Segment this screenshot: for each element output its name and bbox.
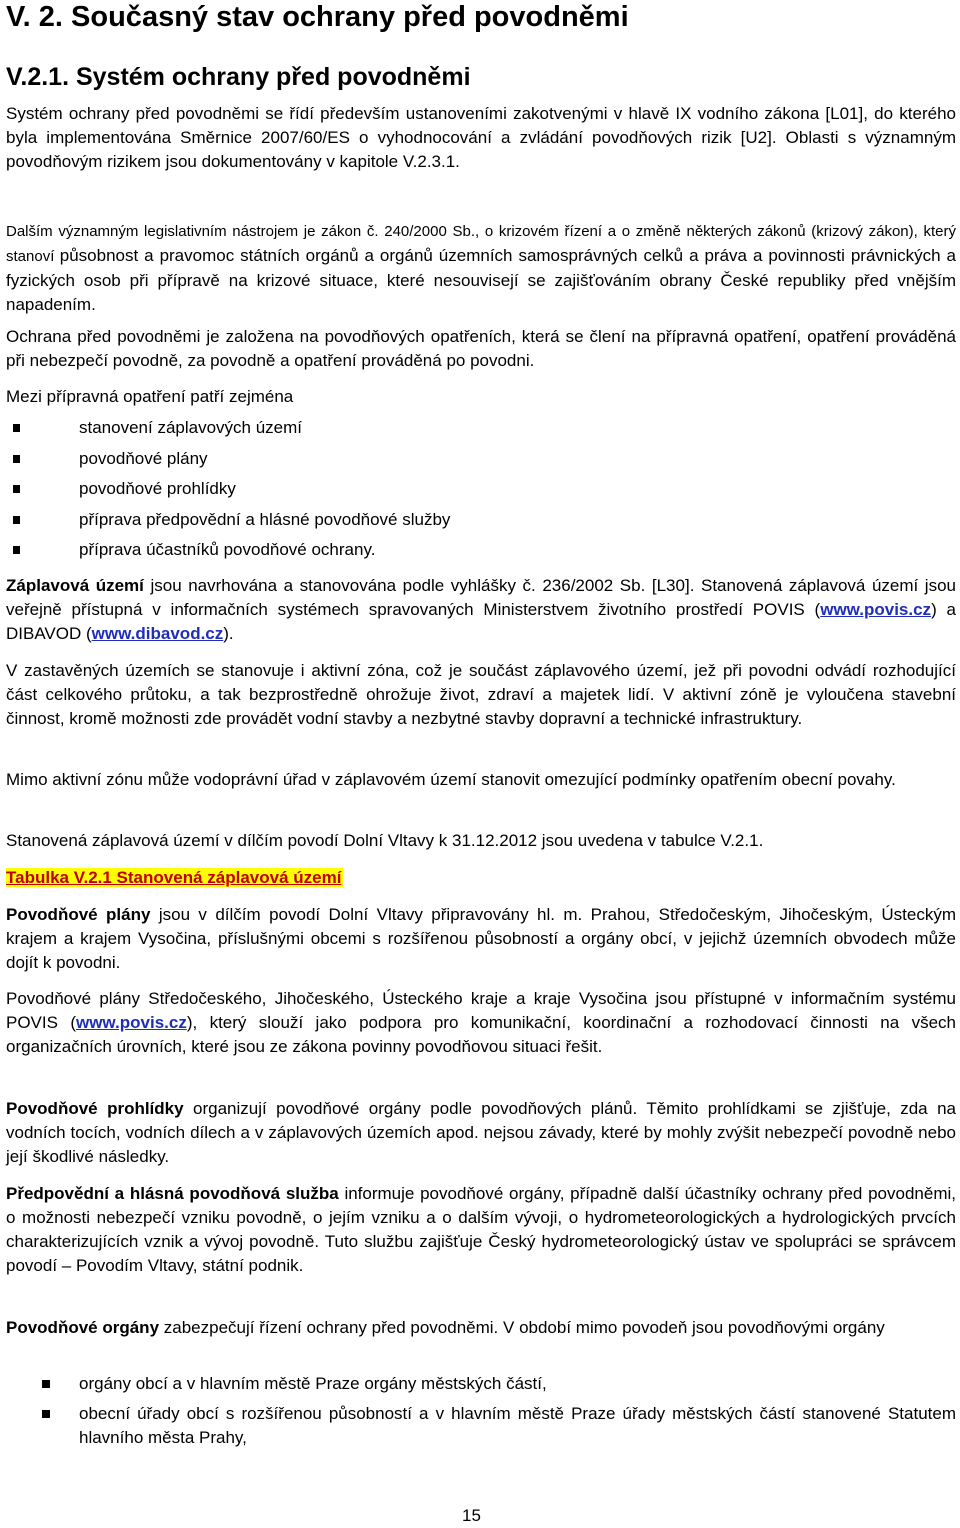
paragraph-plans-access: Povodňové plány Středočeského, Jihočeského, Ústeckého kraje a kraje Vysočina jsou přístupné v informačním systému POVIS (www.povis.cz), který slouží jako podpora pro komunikační, koordinační a rozhodovací činnosti na všech organizačních úrovních, které jsou ze zákona povinny povodňovou situaci řešit. bbox=[6, 989, 956, 1056]
flood-authorities-list bbox=[6, 1372, 956, 1450]
preparatory-measures-list bbox=[6, 416, 956, 569]
paragraph-forecast-service: Předpovědní a hlásná povodňová služba informuje povodňové orgány, případně další účastníky ochrany před povodněmi, o možnosti nebezpečí vzniku povodně, o jejím vzniku a o dalším vývoji, o hydrometeorologických a hydrologických prvcích charakterizujících vznik a vývoj povodně. Tuto službu zajišťuje Český hydrometeorologický ústav ve spolupráci se správcem povodí – Povodím Vltavy, státní podnik. bbox=[6, 1184, 956, 1275]
paragraph-inspections: Povodňové prohlídky organizují povodňové orgány podle povodňových plánů. Těmito prohlídkami se zjišťuje, zda na vodních tocích, vodních dílech a v záplavových územích apod. nejsou závady, které by mohly zvýšit nebezpečí povodně nebo její škodlivé následky. bbox=[6, 1099, 956, 1166]
term-flood-authorities: Povodňové orgány bbox=[6, 1318, 160, 1337]
dibavod-link[interactable]: www.dibavod.cz bbox=[91, 624, 224, 643]
square-bullet-icon bbox=[13, 516, 20, 524]
povis-link[interactable]: www.povis.cz bbox=[820, 600, 932, 619]
bullet-icon bbox=[42, 1380, 50, 1388]
povis-link[interactable]: www.povis.cz bbox=[75, 1013, 187, 1032]
table-reference bbox=[6, 866, 956, 890]
term-inspections: Povodňové prohlídky bbox=[6, 1099, 184, 1118]
bullet-icon bbox=[42, 1410, 50, 1418]
term-flood-areas: Záplavová území bbox=[6, 576, 144, 595]
paragraph-measures: Ochrana před povodněmi je založena na povodňových opatřeních, která se člení na přípravná opatření, opatření prováděná při nebezpečí povodně, za povodně a opatření prováděná po povodni. bbox=[6, 327, 956, 370]
square-bullet-icon bbox=[13, 455, 20, 463]
list-item: povodňové prohlídky bbox=[6, 477, 956, 508]
list-item: povodňové plány bbox=[6, 447, 956, 477]
term-forecast-service: Předpovědní a hlásná povodňová služba bbox=[6, 1184, 339, 1203]
square-bullet-icon bbox=[13, 485, 20, 493]
section-heading: V.2.1. Systém ochrany před povodněmi bbox=[6, 63, 471, 91]
list-item: orgány obcí a v hlavním městě Praze orgány městských částí, bbox=[6, 1372, 956, 1396]
crisis-law-text: působnost a pravomoc státních orgánů a orgánů územních samosprávných celků a práva a povinnosti právnických a fyzických osob při přípravě na krizové situace, které nesouvisejí se zajišťováním obrany České republiky před vnějším napadením. bbox=[6, 246, 957, 314]
paragraph-outside-zone: Mimo aktivní zónu může vodoprávní úřad v záplavovém území stanovit omezující podmínky opatřením obecní povahy. bbox=[6, 770, 896, 789]
square-bullet-icon bbox=[13, 424, 20, 432]
paragraph-table-intro: Stanovená záplavová území v dílčím povodí Dolní Vltavy k 31.12.2012 jsou uvedena v tabulce V.2.1. bbox=[6, 831, 764, 850]
table-reference-label: Tabulka V.2.1 Stanovená záplavová území bbox=[6, 868, 342, 887]
paragraph-crisis-law bbox=[6, 219, 956, 317]
paragraph-active-zone: V zastavěných územích se stanovuje i aktivní zóna, což je součást záplavového území, jež při povodni odvádí rozhodující část celkového průtoku, a tak bezprostředně ohrožuje život, zdraví a majetek lidí. V aktivní zóně je vyloučena stavební činnost, kromě možnosti zde provádět vodní stavby a nezbytné stavby dopravní a technické infrastruktury. bbox=[6, 661, 956, 728]
list-item: příprava účastníků povodňové ochrany. bbox=[6, 538, 956, 569]
page-number: 15 bbox=[462, 1506, 481, 1525]
paragraph-flood-plans: Povodňové plány jsou v dílčím povodí Dolní Vltavy připravovány hl. m. Prahou, Středočeským, Jihočeským, Ústeckým krajem a krajem Vysočina, příslušnými obcemi s rozšířenou působností a orgány obcí, v jejichž územních obvodech může dojít k povodni. bbox=[6, 905, 956, 972]
list-item: stanovení záplavových území bbox=[6, 416, 956, 447]
list-item: obecní úřady obcí s rozšířenou působností a v hlavním městě Praze úřady městských částí stanovené Statutem hlavního města Prahy, bbox=[6, 1402, 956, 1450]
paragraph-preparatory-intro: Mezi přípravná opatření patří zejména bbox=[6, 387, 294, 406]
square-bullet-icon bbox=[13, 546, 20, 554]
crisis-law-lead: Dalším významným legislativním nástrojem je zákon č. 240/2000 Sb. bbox=[6, 223, 475, 240]
term-flood-plans: Povodňové plány bbox=[6, 905, 151, 924]
crisis-law-text-small: , o krizovém řízení a o změně některých zákonů (krizový zákon), který stanoví bbox=[6, 223, 956, 265]
paragraph-intro: Systém ochrany před povodněmi se řídí především ustanoveními zakotvenými v hlavě IX vodního zákona [L01], do kterého byla implementována Směrnice 2007/60/ES o vyhodnocování a zvládání povodňových rizik [U2]. Oblasti s významným povodňovým rizikem jsou dokumentovány v kapitole V.2.3.1. bbox=[6, 104, 956, 171]
list-item: příprava předpovědní a hlásné povodňové služby bbox=[6, 508, 956, 538]
chapter-heading: V. 2. Současný stav ochrany před povodněmi bbox=[6, 1, 629, 33]
paragraph-flood-authorities: Povodňové orgány zabezpečují řízení ochrany před povodněmi. V období mimo povodeň jsou povodňovými orgány bbox=[6, 1318, 885, 1337]
paragraph-flood-areas: Záplavová území jsou navrhována a stanovována podle vyhlášky č. 236/2002 Sb. [L30]. Stanovená záplavová území jsou veřejně přístupná v informačních systémech spravovaných Ministerstvem životního prostředí POVIS (www.povis.cz) a DIBAVOD (www.dibavod.cz). bbox=[6, 576, 956, 643]
